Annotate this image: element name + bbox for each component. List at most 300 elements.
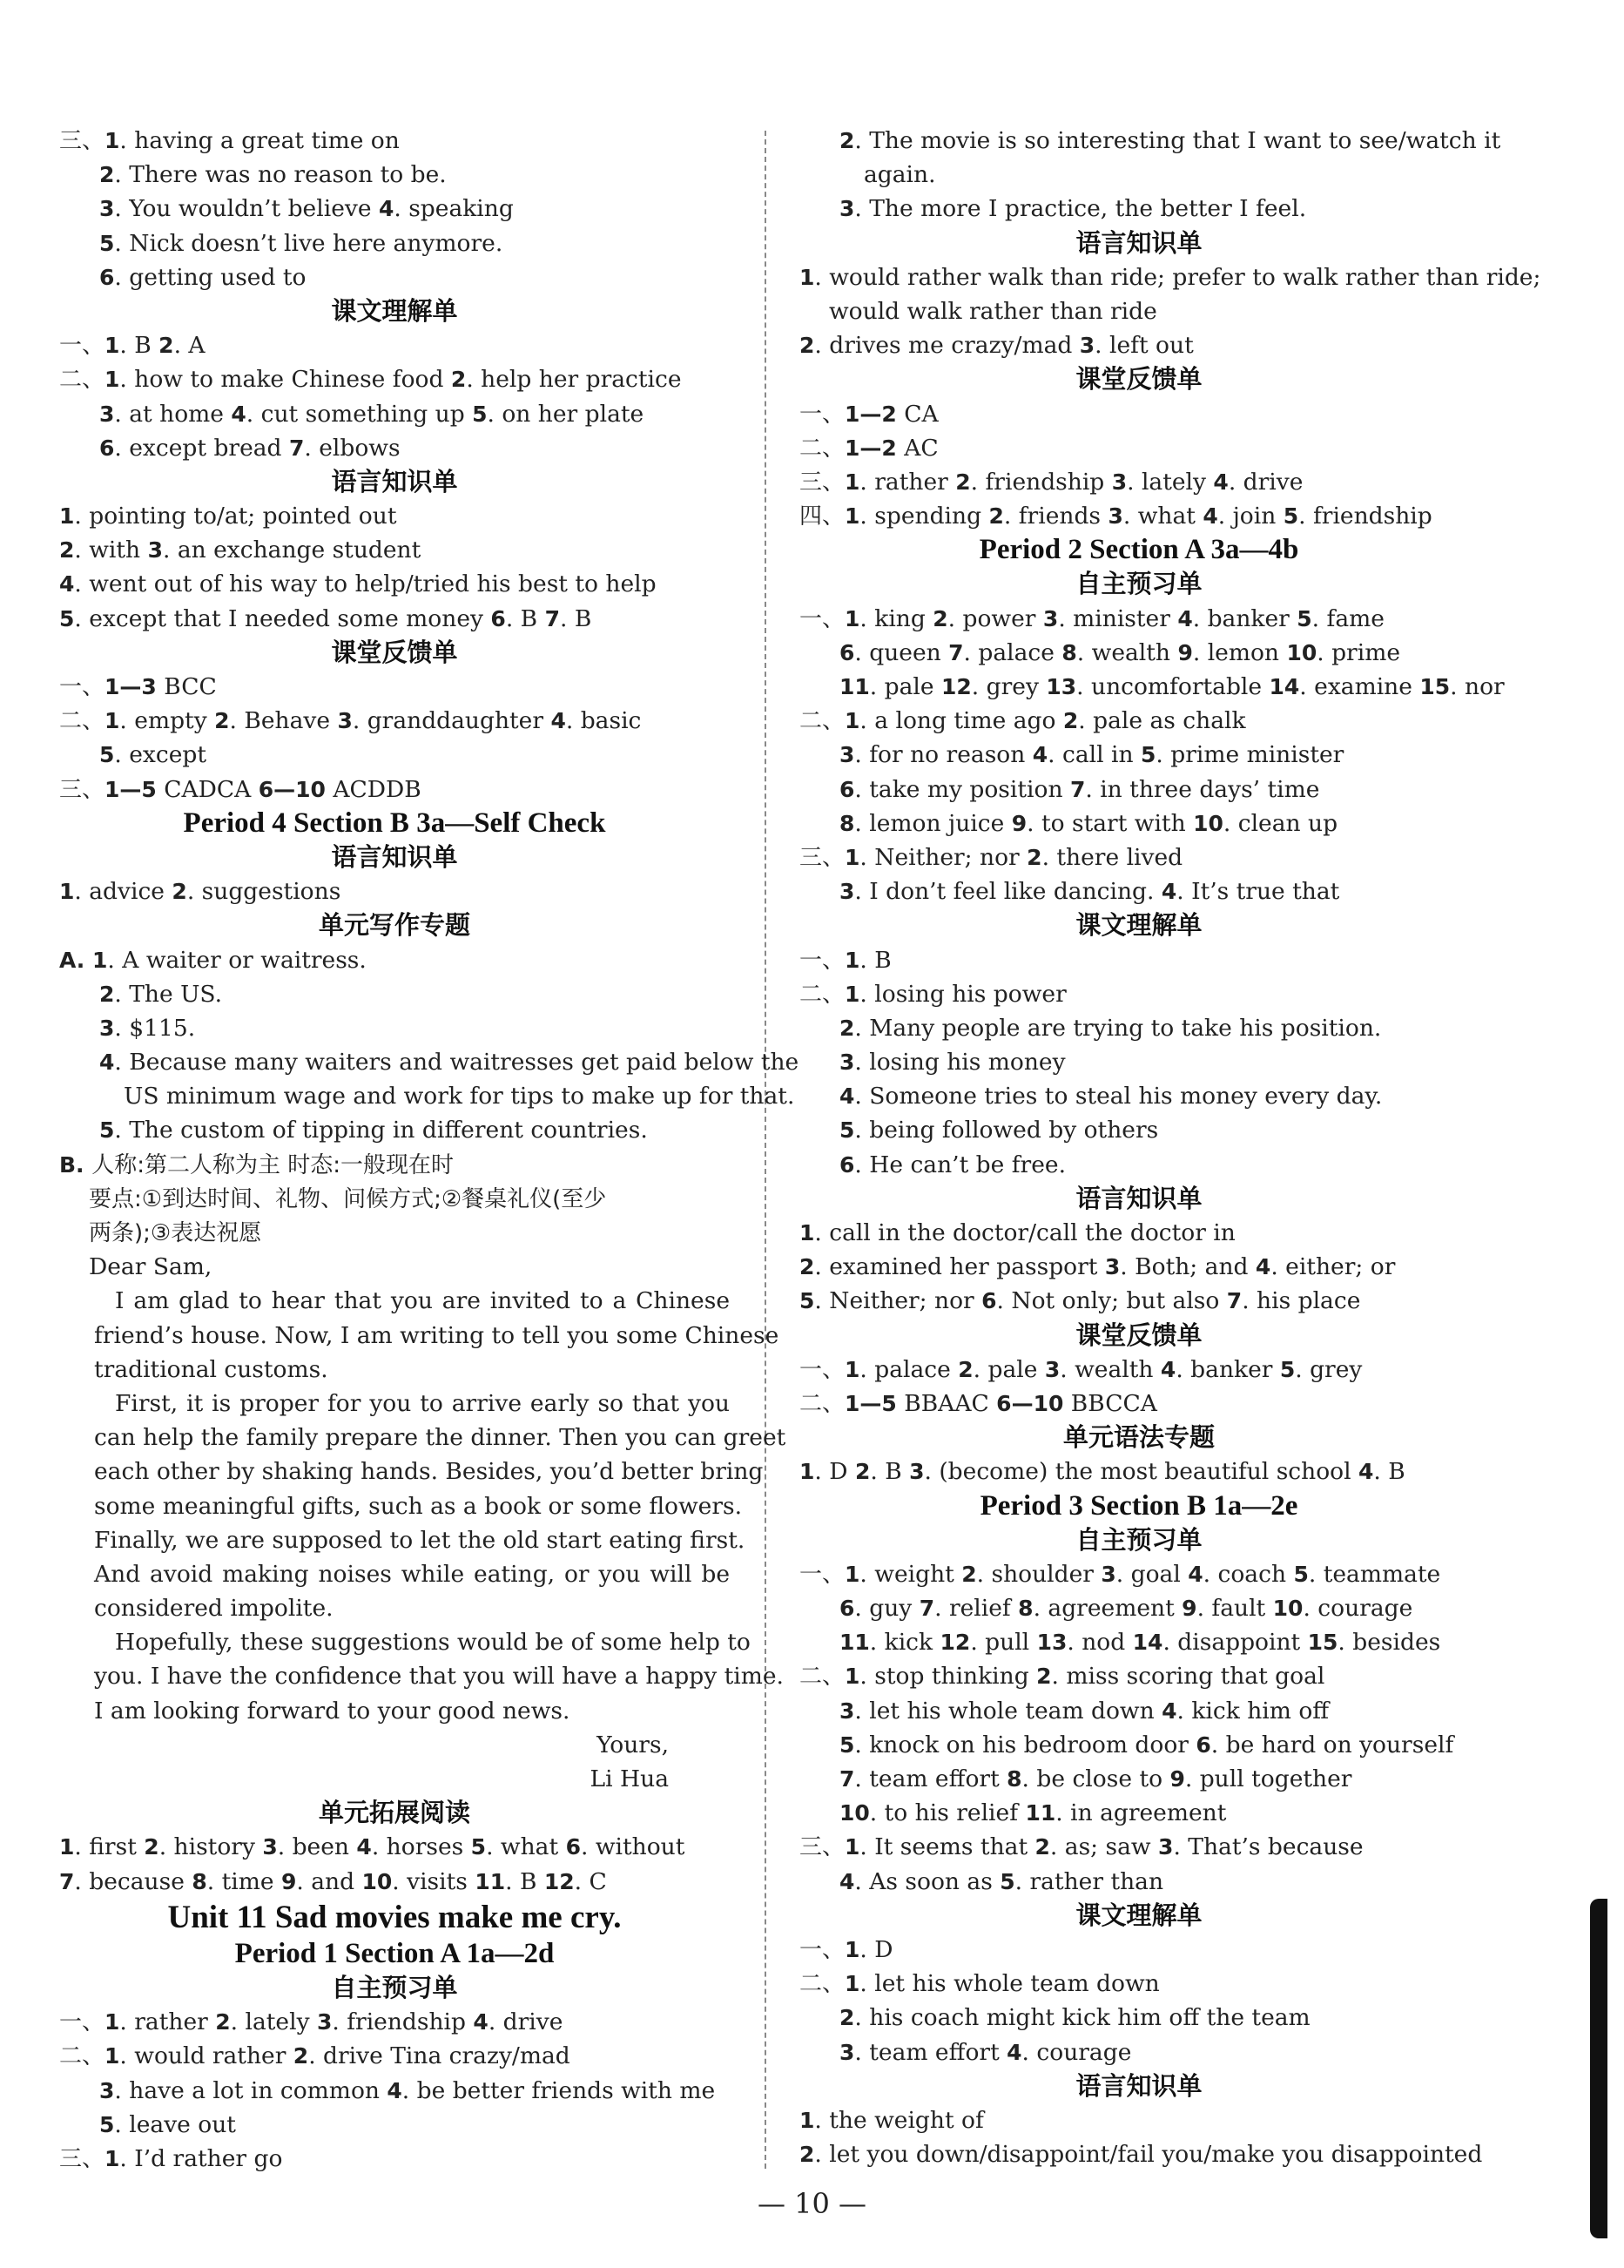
answer-line: [59, 1455, 764, 1488]
item-number: 4: [1213, 469, 1229, 495]
answer-text: . pointing to/at; pointed out: [74, 503, 397, 530]
item-number: 9: [1169, 1766, 1185, 1792]
item-number: 5: [1297, 605, 1312, 631]
item-number: 3: [1158, 1834, 1174, 1860]
answer-text: . except: [114, 741, 207, 769]
answer-line: [799, 397, 1479, 431]
item-number: 2: [854, 1459, 871, 1485]
answer-text: . rather than: [1014, 1867, 1164, 1895]
answer-text: . would rather: [119, 2042, 293, 2070]
item-number: 2: [1036, 1664, 1052, 1690]
answer-text: . pull: [970, 1629, 1037, 1657]
item-number: 4: [59, 571, 75, 597]
answer-text: . It’s true that: [1176, 878, 1340, 906]
item-number: 7: [839, 1766, 855, 1792]
answer-text: . Nick doesn’t live here anymore.: [114, 229, 503, 257]
section-marker: 二、: [799, 435, 846, 462]
section-marker: 四、: [799, 503, 846, 530]
item-number: 3: [1044, 1356, 1061, 1382]
answer-text: . knock on his bedroom door: [854, 1731, 1196, 1758]
answer-line: [59, 1011, 730, 1045]
answer-line: [799, 1353, 1479, 1387]
section-marker: 人称:第二人称为主 时态:一般现在时: [91, 1151, 455, 1178]
section-marker: 一、: [59, 674, 105, 700]
item-number: 1: [845, 947, 860, 973]
answer-text: . king: [859, 604, 933, 632]
answer-text: . spending: [859, 503, 989, 530]
answer-text: . rather: [859, 468, 956, 496]
answer-text: BCC: [156, 673, 217, 700]
answer-line: [799, 1011, 1479, 1045]
item-number: 3: [839, 879, 855, 905]
answer-text: . history: [158, 1833, 263, 1861]
answer-text: ACDDB: [325, 775, 421, 803]
section-heading: 自主预习单: [1075, 1524, 1203, 1555]
answer-text: . wealth: [1060, 1355, 1161, 1383]
item-number: 4: [1188, 1561, 1203, 1587]
answer-text: . in agreement: [1055, 1799, 1227, 1827]
section-marker: 三、: [59, 128, 105, 154]
answer-line: [799, 1250, 1479, 1284]
item-number: 3: [316, 2009, 333, 2035]
answer-text: . be better friends with me: [401, 2076, 716, 2104]
item-number: 9: [1177, 639, 1193, 665]
answer-text: . nor: [1450, 673, 1505, 700]
section-marker: 二、: [59, 367, 105, 394]
answer-text: . would rather walk than ride; prefer to walk rather than ride;: [814, 263, 1541, 291]
answer-text: . losing his money: [854, 1049, 1066, 1077]
item-number: 1: [104, 2145, 120, 2171]
item-number: 5: [839, 1117, 855, 1144]
answer-text: . the weight of: [814, 2106, 984, 2134]
answer-text: Dear Sam,: [89, 1253, 212, 1281]
item-number: 4: [1177, 605, 1193, 631]
answer-line: [59, 397, 730, 431]
section-marker: 一、: [59, 333, 105, 360]
section-marker: 三、: [59, 776, 105, 803]
answer-text: . being followed by others: [854, 1117, 1159, 1144]
answer-text: . pull together: [1184, 1765, 1352, 1792]
answer-text: . palace: [963, 638, 1062, 666]
answer-text: . at home: [114, 400, 232, 428]
item-number: 1: [104, 333, 120, 359]
answer-line: [59, 1762, 730, 1796]
answer-line: [799, 124, 1501, 158]
answer-line: [799, 738, 1479, 772]
answer-line: [799, 807, 1479, 840]
answer-line: [799, 2137, 1483, 2171]
answer-text: AC: [896, 434, 939, 462]
item-number: 6: [490, 605, 506, 631]
item-number: 12: [940, 1630, 971, 1656]
item-number: 6—10: [258, 776, 326, 802]
answer-line: [59, 602, 730, 636]
item-number: 9: [1011, 810, 1028, 836]
answer-text: CADCA: [156, 775, 259, 803]
unit-title: Unit 11 Sad movies make me cry.: [167, 1899, 622, 1935]
answer-text: . visits: [392, 1867, 475, 1895]
section-marker: 二、: [59, 708, 105, 735]
item-number: 1: [845, 605, 860, 631]
item-number: 4: [1032, 742, 1048, 768]
answer-line: [59, 158, 730, 192]
item-number: 2: [933, 605, 948, 631]
answer-line: [799, 1591, 1479, 1625]
item-number: 5: [470, 1834, 487, 1860]
answer-line: [799, 1216, 1479, 1250]
item-number: 5: [99, 2111, 115, 2137]
item-number: 3: [99, 1015, 115, 1041]
answer-text: . prime: [1317, 638, 1400, 666]
item-number: 3: [147, 537, 163, 564]
answer-text: . be hard on yourself: [1210, 1731, 1454, 1758]
answer-text: . been: [277, 1833, 357, 1861]
item-number: 1: [59, 1834, 75, 1860]
item-number: 1: [845, 1936, 860, 1962]
answer-line: [799, 1728, 1479, 1762]
item-number: 2: [839, 2005, 855, 2031]
answer-text: And avoid making noises while eating, or you will be: [94, 1560, 730, 1588]
answer-line: [799, 1625, 1479, 1659]
period-heading: Period 3 Section B 1a—2e: [980, 1489, 1298, 1522]
item-number: 5: [99, 230, 115, 256]
answer-text: . Behave: [229, 707, 338, 735]
section-heading: 单元写作专题: [318, 910, 470, 941]
answer-line: [799, 192, 1479, 226]
item-number: 2: [144, 1834, 159, 1860]
item-number: 5: [99, 1117, 115, 1144]
item-number: 1: [799, 2107, 815, 2133]
answer-text: . B: [870, 1458, 910, 1486]
item-number: 2: [1062, 708, 1079, 734]
answer-line: [59, 977, 730, 1011]
answer-text: . B: [559, 604, 592, 632]
answer-text: BBAAC: [896, 1389, 997, 1417]
answer-text: . fame: [1311, 604, 1385, 632]
answer-text: . either; or: [1270, 1253, 1396, 1281]
answer-line: [799, 1796, 1479, 1830]
answer-line: [59, 1489, 743, 1523]
answer-text: . lemon juice: [854, 809, 1012, 837]
item-number: 11: [839, 1630, 870, 1656]
answer-text: . first: [74, 1833, 145, 1861]
answer-text: . palace: [859, 1355, 959, 1383]
item-number: 4: [356, 1834, 372, 1860]
item-number: 6: [839, 639, 855, 665]
column-divider: [765, 131, 766, 2169]
answer-text: . shoulder: [976, 1560, 1102, 1588]
answer-text: . Neither; nor: [814, 1287, 982, 1315]
answer-line: [59, 1591, 730, 1625]
answer-text: . lemon: [1192, 638, 1287, 666]
answer-line: [59, 738, 730, 772]
item-number: 2: [839, 128, 855, 153]
answer-line: [799, 1694, 1479, 1728]
item-number: 6: [981, 1288, 997, 1314]
item-number: 8: [1018, 1596, 1034, 1622]
item-number: 1: [104, 708, 120, 734]
left-column: [59, 124, 799, 2176]
item-number: 3: [99, 196, 115, 222]
item-number: 6: [565, 1834, 581, 1860]
answer-text: . B: [505, 604, 545, 632]
item-number: 3: [1108, 503, 1123, 530]
answer-text: . and: [296, 1867, 362, 1895]
answer-text: . D: [859, 1935, 893, 1963]
answer-text: . without: [580, 1833, 685, 1861]
item-number: 4: [1358, 1459, 1374, 1485]
answer-text: . drive: [1228, 468, 1304, 496]
item-number: 1—5: [845, 1390, 897, 1416]
answer-line: [59, 1523, 745, 1557]
item-number: 1—5: [104, 776, 157, 802]
item-number: 2: [293, 2043, 309, 2069]
item-number: 1: [845, 469, 860, 495]
answer-text: . The movie is so interesting that I want to see/watch it: [854, 127, 1501, 154]
answer-line: [799, 499, 1479, 533]
item-number: 1: [799, 264, 815, 290]
item-number: 1: [59, 503, 75, 530]
answer-text: . power: [947, 604, 1043, 632]
item-number: 6: [839, 1151, 855, 1178]
section-marker: 二、: [799, 1664, 846, 1691]
answer-text: . leave out: [114, 2110, 236, 2138]
item-number: 5: [59, 605, 75, 631]
answer-text: . B: [505, 1867, 544, 1895]
item-number: 5: [1140, 742, 1156, 768]
answer-line: [59, 1045, 799, 1079]
answer-text: . stop thinking: [859, 1663, 1037, 1691]
answer-text: . drives me crazy/mad: [814, 332, 1080, 360]
item-number: 14: [1269, 674, 1300, 699]
answer-text: . weight: [859, 1560, 962, 1588]
answer-text: each other by shaking hands. Besides, you’d better bring: [94, 1458, 764, 1486]
item-number: 1—2: [845, 401, 897, 427]
answer-text: . Both; and: [1120, 1253, 1256, 1281]
answer-text: . elbows: [304, 434, 401, 462]
answer-line: [799, 1387, 1479, 1421]
item-number: 5: [1283, 503, 1299, 530]
answer-text: . an exchange student: [162, 537, 421, 564]
answer-text: . minister: [1058, 604, 1178, 632]
item-number: 10: [1272, 1596, 1304, 1622]
item-number: 4: [839, 1868, 855, 1894]
item-number: 4: [839, 1083, 855, 1110]
page-number: — 10 —: [757, 2187, 867, 2220]
section-marker: 一、: [799, 401, 846, 428]
answer-text: . team effort: [854, 2038, 1007, 2066]
item-number: 3: [1042, 605, 1059, 631]
item-number: 3: [1111, 469, 1128, 495]
item-number: 15: [1419, 674, 1451, 699]
answer-line: [799, 465, 1479, 499]
item-number: 9: [280, 1868, 297, 1894]
answer-line: [59, 260, 730, 294]
answer-text: . A: [173, 332, 206, 360]
item-number: 6: [99, 435, 115, 461]
item-number: 12: [941, 674, 972, 699]
section-heading: 自主预习单: [1075, 569, 1203, 599]
section-marker: 一、: [59, 2009, 105, 2036]
item-number: 2: [839, 1015, 855, 1041]
answer-text: . speaking: [394, 195, 514, 223]
item-number: 5: [99, 742, 115, 768]
answer-text: . horses: [371, 1833, 471, 1861]
answer-text: can help the family prepare the dinner. Then you can greet: [94, 1424, 786, 1452]
answer-line: [799, 602, 1479, 636]
item-number: 8: [1007, 1766, 1022, 1792]
answer-text: . guy: [854, 1595, 920, 1623]
item-number: 2: [215, 2009, 231, 2035]
item-number: 7: [59, 1868, 75, 1894]
answer-text: . time: [206, 1867, 281, 1895]
answer-line: [799, 2035, 1479, 2069]
answer-text: . You wouldn’t believe: [114, 195, 379, 223]
section-marker: 三、: [59, 2145, 105, 2172]
answer-line: [59, 1694, 730, 1728]
item-number: 3: [839, 196, 855, 222]
answer-line: [799, 1045, 1479, 1079]
page-edge-shadow: [1590, 1899, 1607, 2238]
item-number: 1: [845, 708, 860, 734]
item-number: 13: [1036, 1630, 1068, 1656]
period-heading: Period 4 Section B 3a—Self Check: [183, 807, 606, 839]
answer-text: . losing his power: [859, 980, 1067, 1008]
item-number: 1: [799, 1459, 815, 1485]
item-number: 6—10: [996, 1390, 1064, 1416]
answer-line: [59, 943, 730, 977]
answer-line: [59, 1113, 730, 1147]
answer-text: . Neither; nor: [859, 843, 1028, 871]
answer-line: [799, 328, 1479, 362]
answer-text: . call in the doctor/call the doctor in: [814, 1219, 1236, 1246]
item-number: 7: [1226, 1288, 1243, 1314]
item-number: 3: [1079, 333, 1095, 359]
answer-line: [799, 636, 1479, 670]
answer-line: [59, 1216, 730, 1250]
answer-text: . except bread: [114, 434, 289, 462]
answer-text: . his coach might kick him off the team: [854, 2004, 1311, 2032]
answer-line: [799, 431, 1479, 465]
answer-text: . a long time ago: [859, 707, 1063, 735]
answer-line: [799, 943, 1479, 977]
answer-text: I am looking forward to your good news.: [94, 1697, 570, 1725]
answer-line: [59, 1182, 730, 1216]
item-number: 4: [387, 2077, 402, 2103]
item-number: 2: [958, 1356, 974, 1382]
item-number: 1: [799, 1220, 815, 1245]
answer-text: . let you down/disappoint/fail you/make you disappointed: [814, 2141, 1483, 2169]
answer-line: [59, 704, 730, 738]
answer-line: [799, 1762, 1479, 1796]
answer-text: . advice: [74, 878, 172, 906]
section-heading: 课文理解单: [331, 295, 458, 326]
answer-text: . help her practice: [466, 366, 682, 394]
item-number: 4: [1160, 1356, 1176, 1382]
item-number: 8: [1061, 639, 1077, 665]
item-number: 2: [99, 981, 115, 1007]
item-number: 2: [450, 367, 467, 393]
item-number: 7: [948, 639, 964, 665]
item-number: 2: [214, 708, 230, 734]
answer-line: [799, 2103, 1479, 2137]
answer-line: [59, 226, 730, 260]
answer-text: . agreement: [1033, 1595, 1183, 1623]
answer-text: . He can’t be free.: [854, 1151, 1067, 1178]
item-number: 4: [1007, 2039, 1022, 2065]
answer-line: [59, 1830, 730, 1864]
answer-text: . lately: [230, 2008, 317, 2036]
answer-text: . There was no reason to be.: [114, 161, 447, 189]
item-number: 5: [1279, 1356, 1296, 1382]
answer-line: [799, 1557, 1479, 1591]
answer-text: . team effort: [854, 1765, 1007, 1792]
answer-text: . in three days’ time: [1085, 775, 1320, 803]
period-heading: Period 2 Section A 3a—4b: [979, 534, 1299, 566]
answer-text: . courage: [1021, 2038, 1132, 2066]
item-number: 2: [1034, 1834, 1050, 1860]
item-number: 8: [839, 810, 855, 836]
item-number: 6: [839, 1596, 855, 1622]
answer-line: [59, 1284, 730, 1318]
item-number: 10: [839, 1800, 870, 1826]
item-number: 14: [1132, 1630, 1163, 1656]
section-heading: 课堂反馈单: [1075, 1320, 1203, 1350]
answer-line: [59, 1557, 730, 1591]
item-number: 7: [919, 1596, 935, 1622]
answer-line: [799, 260, 1541, 294]
answer-line: [799, 1284, 1479, 1318]
answer-text: Hopefully, these suggestions would be of some help to: [115, 1629, 751, 1657]
answer-text: . pale as chalk: [1078, 707, 1246, 735]
answer-line: [59, 2108, 730, 2142]
section-heading: 单元拓展阅读: [318, 1798, 470, 1828]
answer-line: [59, 1865, 730, 1899]
answer-text: considered impolite.: [94, 1595, 334, 1623]
item-number: 6: [1196, 1731, 1211, 1758]
answer-text: . relief: [934, 1595, 1019, 1623]
answer-line: [59, 1387, 730, 1421]
section-marker: 三、: [799, 1834, 846, 1861]
section-heading: 语言知识单: [1075, 1183, 1203, 1213]
item-number: 9: [1182, 1596, 1197, 1622]
answer-line: [59, 2039, 730, 2073]
item-number: 7: [288, 435, 305, 461]
answer-text: . C: [574, 1867, 607, 1895]
answer-text: some meaningful gifts, such as a book or some flowers.: [94, 1492, 743, 1520]
answer-text: . Someone tries to steal his money every day.: [854, 1083, 1383, 1110]
item-number: 3: [839, 1698, 855, 1724]
answer-text: . drive Tina crazy/mad: [308, 2042, 570, 2070]
section-marker: 一、: [799, 947, 846, 974]
item-number: 3: [337, 708, 353, 734]
item-number: 13: [1046, 674, 1077, 699]
answer-text: would walk rather than ride: [829, 297, 1157, 325]
item-number: 11: [839, 674, 870, 699]
item-number: 2: [1027, 844, 1042, 870]
answer-text: . The US.: [114, 980, 223, 1008]
answer-line: [59, 2074, 730, 2108]
section-heading: 课堂反馈单: [331, 637, 458, 667]
answer-line: [59, 567, 730, 601]
item-number: 6: [99, 264, 115, 290]
section-heading: 课文理解单: [1075, 910, 1203, 941]
item-number: 1—3: [104, 674, 157, 699]
answer-text: . Not only; but also: [996, 1287, 1227, 1315]
item-number: 1: [845, 844, 860, 870]
answer-text: . what: [486, 1833, 566, 1861]
answer-text: . basic: [565, 707, 642, 735]
